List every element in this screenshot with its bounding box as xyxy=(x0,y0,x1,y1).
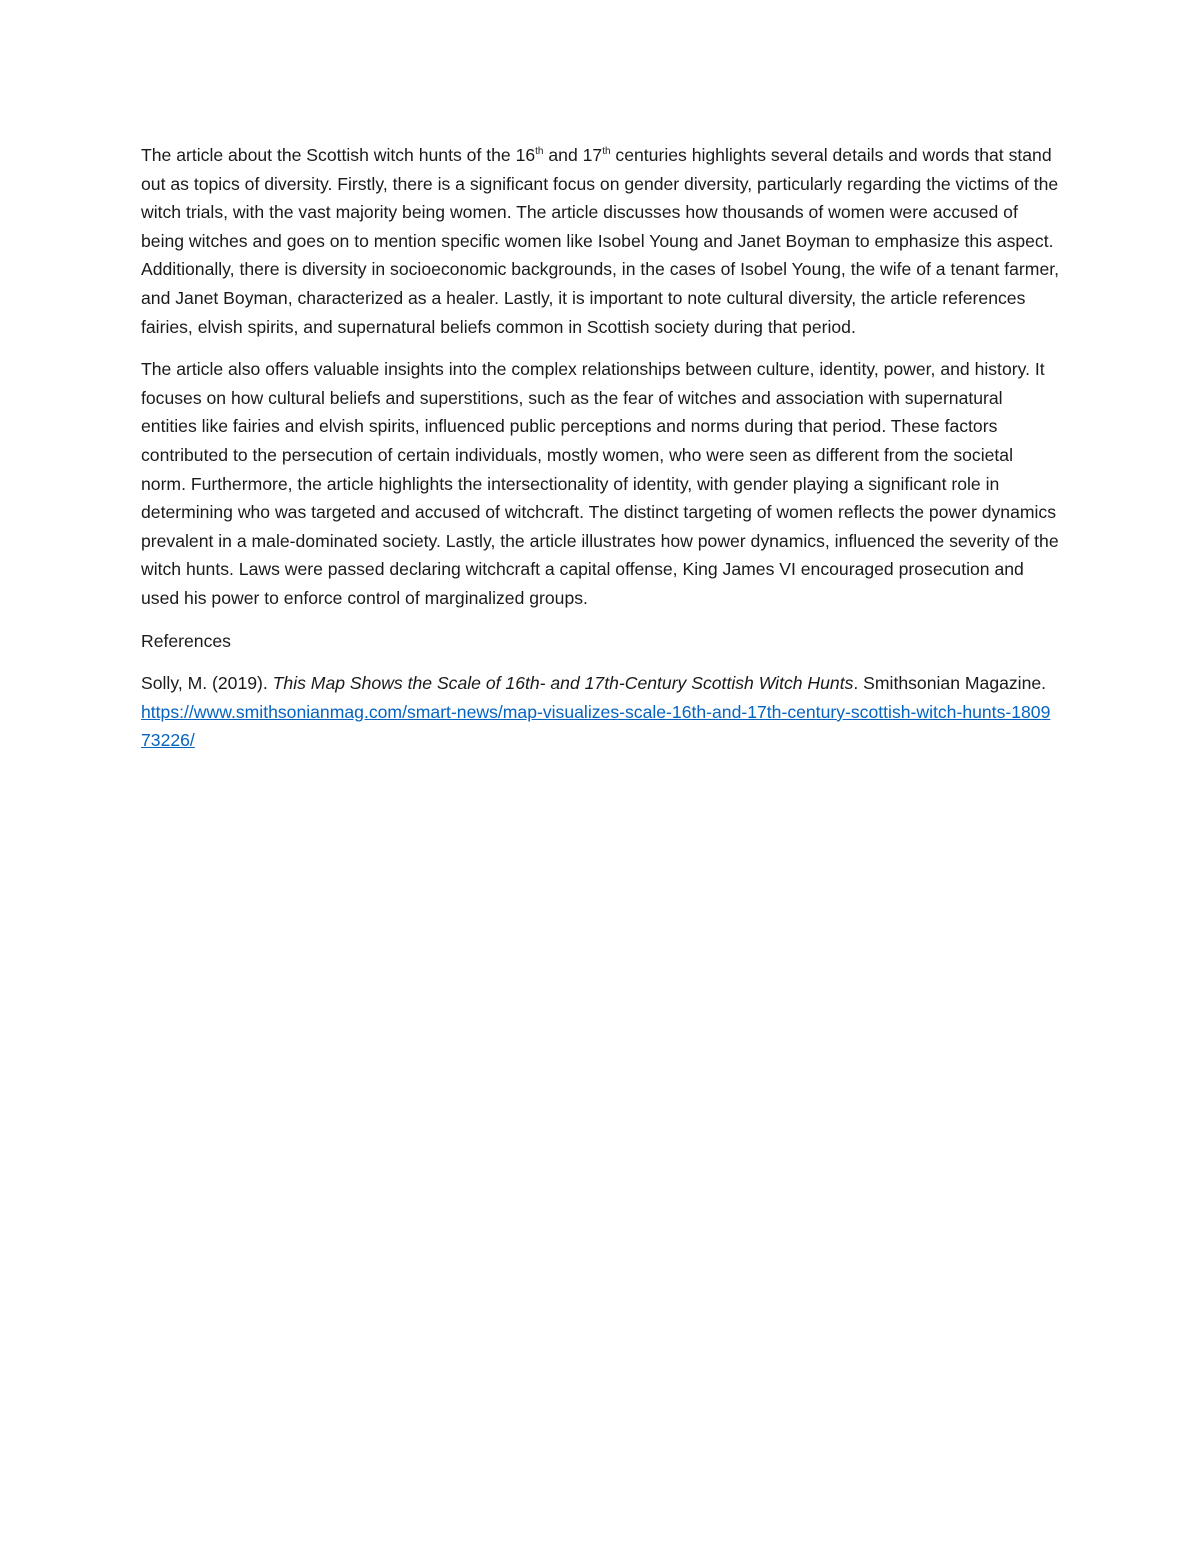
paragraph-1-text-b: and 17 xyxy=(543,145,603,165)
ordinal-suffix: th xyxy=(535,146,544,158)
document-body xyxy=(141,141,1059,755)
paragraph-1-text-a: The article about the Scottish witch hunts of the 16 xyxy=(141,145,536,165)
reference-publication: . Smithsonian Magazine. xyxy=(853,673,1047,694)
reference-author-year: Solly, M. (2019). xyxy=(141,673,273,694)
reference-url-link[interactable]: https://www.smithsonianmag.com/smart-news/map-visualizes-scale-16th-and-17th-century-scottish-witch-hunts-180973226/ xyxy=(141,701,1051,751)
reference-title: This Map Shows the Scale of 16th- and 17th-Century Scottish Witch Hunts xyxy=(272,673,854,694)
ordinal-suffix: th xyxy=(602,146,611,158)
paragraph-diversity xyxy=(141,141,1059,341)
references-heading: References xyxy=(141,630,231,651)
reference-entry xyxy=(141,669,1059,755)
paragraph-1-text-c: centuries highlights several details and words that stand out as topics of diversity. Firstly, there is a significant focus on gender diversity, particularly regarding the victims of the witch trials, with the vast majority being women. The article discusses how thousands of women were accused of being witches and goes on to mention specific women like Isobel Young and Janet Boyman to emphasize this aspect. Additionally, there is diversity in socioeconomic backgrounds, in the cases of Isobel Young, the wife of a tenant farmer, and Janet Boyman, characterized as a healer. Lastly, it is important to note cultural diversity, the article references fairies, elvish spirits, and supernatural beliefs common in Scottish society during that period. xyxy=(141,145,1060,337)
paragraph-insights: The article also offers valuable insights into the complex relationships between culture, identity, power, and history. It focuses on how cultural beliefs and superstitions, such as the fear of witches and association with supernatural entities like fairies and elvish spirits, influenced public perceptions and norms during that period. These factors contributed to the persecution of certain individuals, mostly women, who were seen as different from the societal norm. Furthermore, the article highlights the intersectionality of identity, with gender playing a significant role in determining who was targeted and accused of witchcraft. The distinct targeting of women reflects the power dynamics prevalent in a male-dominated society. Lastly, the article illustrates how power dynamics, influenced the severity of the witch hunts. Laws were passed declaring witchcraft a capital offense, King James VI encouraged prosecution and used his power to enforce control of marginalized groups. xyxy=(141,359,1059,608)
